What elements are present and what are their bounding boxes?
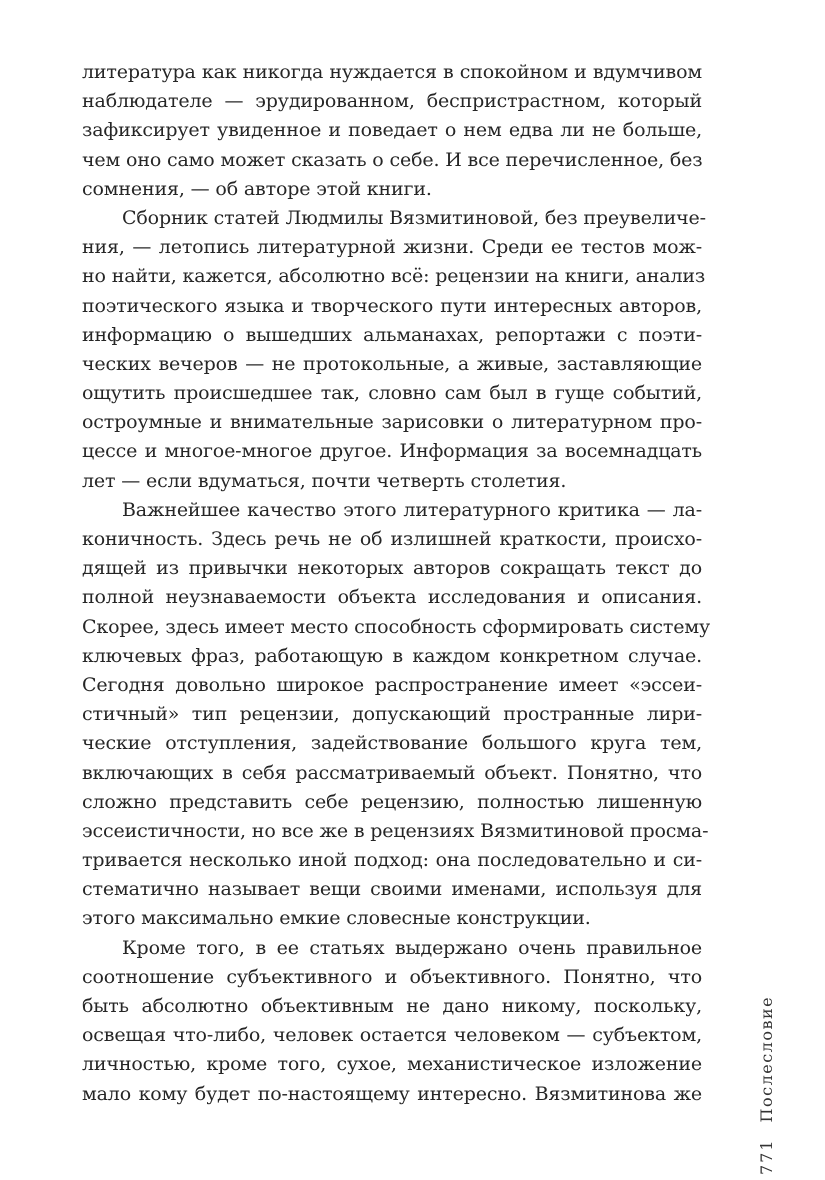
text-line: освещая что-либо, человек остается человеком — субъектом, <box>82 1024 702 1047</box>
text-line: чем оно само может сказать о себе. И все перечисленное, без <box>82 148 703 171</box>
page-body-text <box>82 58 710 1109</box>
text-line: мало кому будет по-настоящему интересно. Вязмитинова же <box>82 1082 702 1105</box>
text-line: Важнейшее качество этого литературного критика — ла- <box>122 498 702 521</box>
text-line: ния, — летопись литературной жизни. Среди ее тестов мож- <box>82 236 702 259</box>
text-line: коничность. Здесь речь не об излишней краткости, происхо- <box>82 528 702 550</box>
text-line: Сборник статей Людмилы Вязмитиновой, без преувеличе- <box>122 206 706 229</box>
text-line: этого максимально емкие словесные конструкции. <box>82 907 591 930</box>
text-line: стематично называет вещи своими именами, используя для <box>82 878 702 901</box>
text-line: соотношение субъективного и объективного. Понятно, что <box>82 965 702 988</box>
page-number: 771 <box>757 1138 776 1175</box>
text-line: сложно представить себе рецензию, полностью лишенную <box>82 790 702 813</box>
text-line: личностью, кроме того, сухое, механистическое изложение <box>82 1053 702 1076</box>
text-line: информацию о вышедших альманахах, репортажи с поэти- <box>82 323 702 346</box>
text-line: эссеистичности, но все же в рецензиях Вязмитиновой просма- <box>82 819 709 842</box>
text-line: остроумные и внимательные зарисовки о литературном про- <box>82 411 702 434</box>
text-line: литература как никогда нуждается в спокойном и вдумчивом <box>82 61 702 83</box>
text-line: поэтического языка и творческого пути интересных авторов, <box>82 294 702 317</box>
text-line: Скорее, здесь имеет место способность сформировать систему <box>82 615 710 638</box>
text-line: ческих вечеров — не протокольные, а живые, заставляющие <box>82 352 702 375</box>
text-line: зафиксирует увиденное и поведает о нем едва ли не больше, <box>82 119 702 142</box>
text-line: ческие отступления, задействование большого круга тем, <box>82 732 702 755</box>
text-line: стичный» тип рецензии, допускающий пространные лири- <box>82 703 702 726</box>
text-line: цессе и многое-многое другое. Информация за восемнадцать <box>82 440 702 463</box>
text-line: но найти, кажется, абсолютно всё: рецензии на книги, анализ <box>82 265 706 288</box>
text-line: лет — если вдуматься, почти четверть столетия. <box>82 469 567 492</box>
running-head <box>753 900 783 1180</box>
text-line: наблюдателе — эрудированном, беспристрастном, который <box>82 90 702 113</box>
text-line: Кроме того, в ее статьях выдержано очень правильное <box>122 936 702 959</box>
section-title: Послесловие <box>757 995 776 1123</box>
text-line: полной неузнаваемости объекта исследования и описания. <box>82 586 702 609</box>
text-line: быть абсолютно объективным не дано никому, поскольку, <box>82 995 702 1017</box>
text-line: ключевых фраз, работающую в каждом конкретном случае. <box>82 644 702 667</box>
text-line: сомнения, — об авторе этой книги. <box>82 177 432 200</box>
text-line: тривается несколько иной подход: она последовательно и си- <box>82 849 702 872</box>
text-line: дящей из привычки некоторых авторов сокращать текст до <box>82 557 702 580</box>
text-line: включающих в себя рассматриваемый объект. Понятно, что <box>82 761 702 784</box>
text-line: Сегодня довольно широкое распространение имеет «эссеи- <box>82 673 702 696</box>
text-line: ощутить происшедшее так, словно сам был в гуще событий, <box>82 382 702 405</box>
